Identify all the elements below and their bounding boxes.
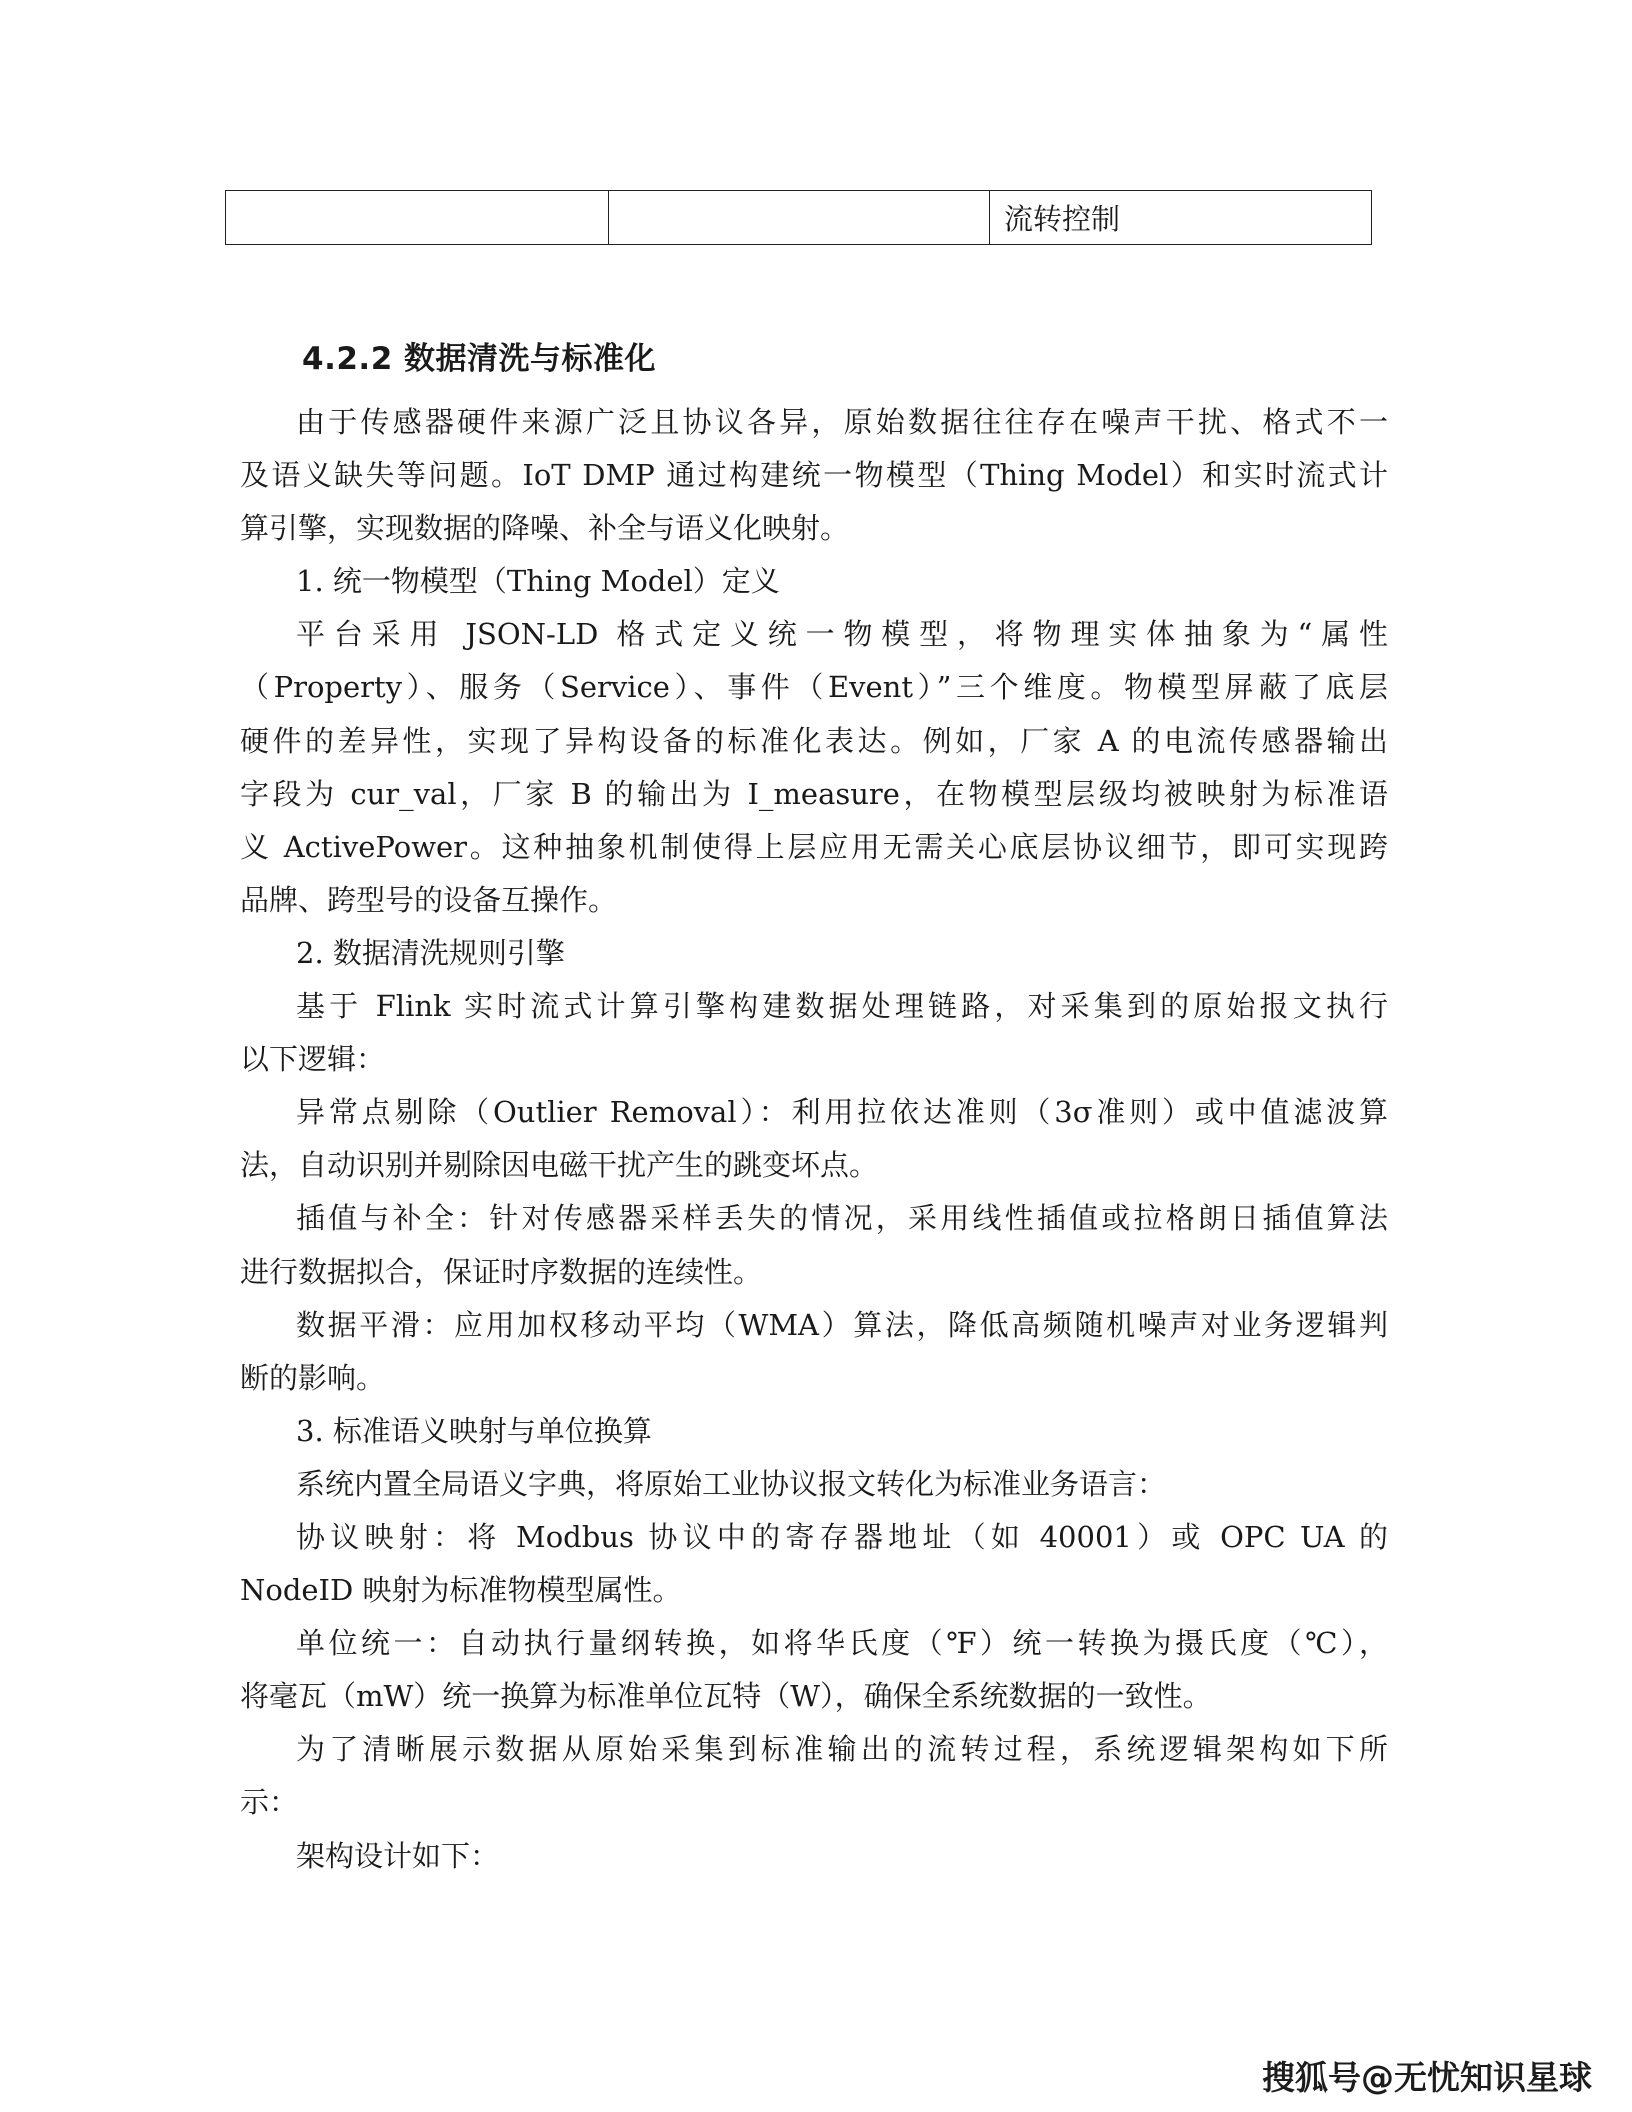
paragraph-line: 异常点剔除（Outlier Removal）：利用拉依达准则（3σ准则）或中值滤波算 bbox=[296, 1095, 1388, 1130]
table-row bbox=[226, 191, 1372, 245]
paragraph-line: 法，自动识别并剔除因电磁干扰产生的跳变坏点。 bbox=[240, 1148, 879, 1183]
table-cell bbox=[609, 191, 990, 245]
paragraph-line: 断的影响。 bbox=[240, 1360, 386, 1395]
list-heading: 2. 数据清洗规则引擎 bbox=[296, 935, 565, 970]
table-cell bbox=[226, 191, 609, 245]
paragraph-line: NodeID 映射为标准物模型属性。 bbox=[240, 1573, 682, 1608]
paragraph-line: 进行数据拟合，保证时序数据的连续性。 bbox=[240, 1254, 763, 1289]
paragraph-line: 品牌、跨型号的设备互操作。 bbox=[240, 882, 618, 917]
table-cell: 流转控制 bbox=[990, 191, 1372, 245]
paragraph-line: 义 ActivePower。这种抽象机制使得上层应用无需关心底层协议细节，即可实现跨 bbox=[240, 829, 1388, 864]
paragraph-line: 协议映射：将 Modbus 协议中的寄存器地址（如 40001）或 OPC UA 的 bbox=[296, 1519, 1388, 1554]
paragraph-line: 插值与补全：针对传感器采样丢失的情况，采用线性插值或拉格朗日插值算法 bbox=[296, 1201, 1388, 1236]
paragraph-line: 平台采用 JSON-LD 格式定义统一物模型，将物理实体抽象为“属性 bbox=[296, 617, 1388, 652]
paragraph-line: 硬件的差异性，实现了异构设备的标准化表达。例如，厂家 A 的电流传感器输出 bbox=[240, 723, 1388, 758]
paragraph-line: 单位统一：自动执行量纲转换，如将华氏度（℉）统一转换为摄氏度（℃）， bbox=[296, 1626, 1388, 1661]
paragraph-line: （Property）、服务（Service）、事件（Event）”三个维度。物模型屏蔽了底层 bbox=[240, 670, 1388, 705]
paragraph-line: 基于 Flink 实时流式计算引擎构建数据处理链路，对采集到的原始报文执行 bbox=[296, 989, 1388, 1024]
paragraph-line: 数据平滑：应用加权移动平均（WMA）算法，降低高频随机噪声对业务逻辑判 bbox=[296, 1307, 1388, 1342]
list-heading: 3. 标准语义映射与单位换算 bbox=[296, 1413, 652, 1448]
paragraph-line: 为了清晰展示数据从原始采集到标准输出的流转过程，系统逻辑架构如下所 bbox=[296, 1732, 1388, 1767]
list-heading: 1. 统一物模型（Thing Model）定义 bbox=[296, 564, 780, 599]
paragraph-line: 算引擎，实现数据的降噪、补全与语义化映射。 bbox=[240, 511, 850, 546]
paragraph-line: 示： bbox=[240, 1785, 299, 1820]
paragraph-line: 及语义缺失等问题。IoT DMP 通过构建统一物模型（Thing Model）和实时流式计 bbox=[240, 458, 1388, 493]
continuation-table bbox=[225, 190, 1372, 245]
paragraph-line: 字段为 cur_val，厂家 B 的输出为 I_measure，在物模型层级均被映射为标准语 bbox=[240, 776, 1388, 811]
paragraph-line: 系统内置全局语义字典，将原始工业协议报文转化为标准业务语言： bbox=[296, 1466, 1167, 1501]
body-text bbox=[240, 396, 1388, 1883]
paragraph-line: 将毫瓦（mW）统一换算为标准单位瓦特（W），确保全系统数据的一致性。 bbox=[240, 1679, 1212, 1714]
paragraph-line: 以下逻辑： bbox=[240, 1042, 386, 1077]
section-heading: 4.2.2 数据清洗与标准化 bbox=[302, 341, 657, 377]
paragraph-line: 由于传感器硬件来源广泛且协议各异，原始数据往往存在噪声干扰、格式不一 bbox=[296, 405, 1388, 439]
paragraph-line: 架构设计如下： bbox=[296, 1838, 500, 1873]
watermark: 搜狐号@无忧知识星球 bbox=[1262, 2058, 1592, 2097]
